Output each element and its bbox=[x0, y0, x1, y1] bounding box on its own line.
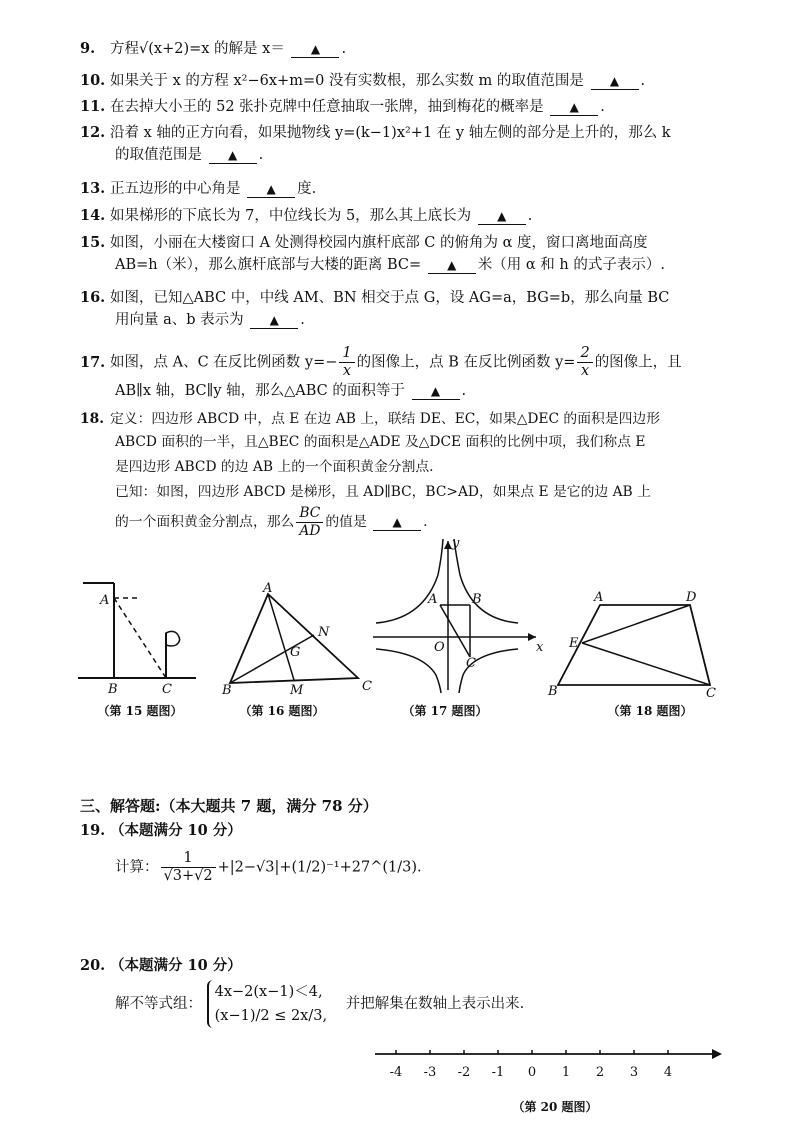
question-number: 9. bbox=[80, 40, 96, 57]
question-text-line1: 如图，已知△ABC 中，中线 AM、BN 相交于点 G，设 AG=a，BG=b，那么向量 BC bbox=[110, 290, 670, 306]
label-A: A bbox=[428, 592, 438, 607]
label-C: C bbox=[162, 682, 172, 697]
question-title: （本题满分 10 分） bbox=[110, 957, 242, 974]
inequality-system bbox=[207, 980, 327, 1028]
question-18: 18. 定义：四边形 ABCD 中，点 E 在边 AB 上，联结 DE、EC，如果△DEC 的面积是四边形 ABCD 面积的一半，且△BEC 的面积是△ADE 及△DCE 面积的比例中项，我们称点 E 是四边形 ABCD 的边 AB 上的一个面积黄金分割点. 已知：如图，四边形 ABCD 是梯形，且 AD∥BC，BC>AD，如果点 E 是它的边 AB 上 的一个面积黄金分割点，那么 $\frac{BC}{AD}$ 的值是 ▲ . bbox=[80, 408, 734, 540]
question-tail: 并把解集在数轴上表示出来. bbox=[345, 996, 525, 1012]
tick-label: -1 bbox=[491, 1065, 505, 1080]
definition-line3: 是四边形 ABCD 的边 AB 上的一个面积黄金分割点. bbox=[115, 459, 434, 475]
question-11: 11. 在去掉大小王的 52 张扑克牌中任意抽取一张牌，抽到梅花的概率是 ▲ . bbox=[80, 96, 734, 118]
label-B: B bbox=[472, 592, 482, 607]
question-tail: 米（用 α 和 h 的式子表示）. bbox=[477, 257, 665, 273]
label-C: C bbox=[466, 656, 476, 671]
answer-blank: ▲ bbox=[591, 73, 639, 90]
answer-blank: ▲ bbox=[247, 181, 295, 198]
denominator: √3+√2 bbox=[163, 868, 213, 884]
label-E: E bbox=[569, 636, 579, 651]
question-text-line1: 如图，小丽在大楼窗口 A 处测得校园内旗杆底部 C 的俯角为 α 度，窗口离地面高度 bbox=[110, 235, 648, 251]
question-number: 10. bbox=[80, 72, 106, 89]
label-B: B bbox=[108, 682, 118, 697]
label-A: A bbox=[100, 593, 110, 608]
tick-label: -4 bbox=[389, 1065, 403, 1080]
denominator: x bbox=[580, 363, 590, 379]
definition-line2: ABCD 面积的一半，且△BEC 的面积是△ADE 及△DCE 面积的比例中项，我们称点 E bbox=[115, 434, 646, 450]
numerator: BC bbox=[296, 505, 323, 523]
denominator: x bbox=[342, 363, 352, 379]
figure-15 bbox=[78, 575, 198, 700]
question-text: 方程√(x+2)=x 的解是 x＝ bbox=[110, 41, 285, 57]
question-12: 12. 沿着 x 轴的正方向看，如果抛物线 y=(k−1)x²+1 在 y 轴左侧的部分是上升的，那么 k 的取值范围是 ▲ . bbox=[80, 124, 671, 163]
caption-fig15: （第 15 题图） bbox=[97, 704, 183, 718]
answer-blank: ▲ bbox=[250, 312, 298, 329]
answer-blank: ▲ bbox=[291, 41, 339, 58]
fraction bbox=[161, 850, 216, 885]
question-number: 18. bbox=[80, 411, 105, 427]
question-number: 11. bbox=[80, 98, 106, 115]
numerator: 2 bbox=[577, 345, 592, 363]
question-17: 17. 如图，点 A、C 在反比例函数 y=− $\frac{1}{x}$ 的图像上，点 B 在反比例函数 y= $\frac{2}{x}$ 的图像上，且 AB∥x 轴，BC∥y 轴，那么△ABC 的面积等于 ▲ . bbox=[80, 345, 682, 399]
tick-label: -2 bbox=[457, 1065, 471, 1080]
question-16: 16. 如图，已知△ABC 中，中线 AM、BN 相交于点 G，设 AG=a，BG=b，那么向量 BC 用向量 a、b 表示为 ▲ . bbox=[80, 289, 670, 328]
question-20-title bbox=[80, 955, 734, 977]
caption-fig16: （第 16 题图） bbox=[239, 704, 325, 718]
fraction bbox=[296, 505, 323, 540]
label-C: C bbox=[706, 686, 716, 700]
fraction bbox=[577, 345, 592, 380]
tick-label: 4 bbox=[663, 1065, 673, 1080]
figure-18 bbox=[542, 585, 722, 700]
question-lead: 解不等式组： bbox=[115, 996, 202, 1012]
question-text: 如图，点 A、C 在反比例函数 y=− bbox=[110, 354, 338, 371]
question-10: 10. 如果关于 x 的方程 x²−6x+m=0 没有实数根，那么实数 m 的取值范围是 ▲ . bbox=[80, 70, 734, 92]
denominator: AD bbox=[299, 523, 321, 539]
question-text: 如果关于 x 的方程 x²−6x+m=0 没有实数根，那么实数 m 的取值范围是 bbox=[110, 73, 584, 89]
given-line5: 的一个面积黄金分割点，那么 bbox=[115, 514, 295, 530]
label-C: C bbox=[362, 679, 372, 694]
question-text-line2: AB∥x 轴，BC∥y 轴，那么△ABC 的面积等于 bbox=[115, 383, 405, 399]
caption-fig18: （第 18 题图） bbox=[607, 704, 693, 718]
question-19-body bbox=[115, 850, 734, 885]
numerator: 1 bbox=[339, 345, 354, 363]
label-B: B bbox=[222, 683, 232, 698]
figure-17 bbox=[368, 535, 548, 695]
label-y: y bbox=[452, 536, 460, 551]
question-text-line1: 沿着 x 轴的正方向看，如果抛物线 y=(k−1)x²+1 在 y 轴左侧的部分是上升的，那么 k bbox=[110, 125, 671, 141]
label-G: G bbox=[290, 645, 301, 660]
question-number: 14. bbox=[80, 207, 106, 224]
tick-label: 1 bbox=[561, 1065, 571, 1080]
question-number: 12. bbox=[80, 124, 106, 141]
label-N: N bbox=[318, 625, 330, 640]
given-line5-tail: 的值是 bbox=[325, 514, 367, 530]
question-text: 的图像上，点 B 在反比例函数 y= bbox=[356, 354, 576, 371]
answer-blank: ▲ bbox=[412, 383, 460, 400]
question-20-body bbox=[115, 980, 734, 1028]
numerator: 1 bbox=[161, 850, 216, 868]
answer-blank: ▲ bbox=[478, 208, 526, 225]
label-M: M bbox=[290, 683, 304, 698]
answer-blank: ▲ bbox=[373, 514, 421, 531]
question-19-title bbox=[80, 820, 734, 842]
question-text: 的图像上，且 bbox=[594, 354, 682, 371]
question-number: 13. bbox=[80, 180, 106, 197]
question-text-line2: 用向量 a、b 表示为 bbox=[115, 312, 244, 328]
question-15 bbox=[80, 232, 734, 276]
inequality-2: (x−1)/2 ≤ 2x/3, bbox=[214, 1008, 328, 1024]
question-title: （本题满分 10 分） bbox=[110, 822, 242, 839]
answer-blank: ▲ bbox=[428, 257, 476, 274]
answer-blank: ▲ bbox=[550, 99, 598, 116]
figure-16 bbox=[218, 580, 378, 700]
question-text-line2: 的取值范围是 bbox=[115, 147, 202, 163]
question-number: 17. bbox=[80, 353, 106, 371]
question-13 bbox=[80, 178, 734, 200]
question-text: 正五边形的中心角是 bbox=[110, 181, 241, 197]
answer-blank: ▲ bbox=[209, 147, 257, 164]
tick-label: 0 bbox=[527, 1065, 537, 1080]
expression: +|2−√3|+(1/2)⁻¹+27^(1/3). bbox=[217, 859, 422, 876]
number-line bbox=[370, 1040, 730, 1085]
question-14: 14. 如果梯形的下底长为 7，中位线长为 5，那么其上底长为 ▲ . bbox=[80, 205, 734, 227]
tick-label: 3 bbox=[629, 1065, 639, 1080]
question-text: 如果梯形的下底长为 7，中位线长为 5，那么其上底长为 bbox=[110, 208, 472, 224]
question-tail: 度. bbox=[297, 181, 317, 197]
section-heading: 三、解答题:（本大题共 7 题，满分 78 分） bbox=[80, 797, 378, 815]
question-text: 在去掉大小王的 52 张扑克牌中任意抽取一张牌，抽到梅花的概率是 bbox=[110, 99, 544, 115]
inequality-1: 4x−2(x−1)＜4, bbox=[214, 984, 323, 1000]
fraction bbox=[339, 345, 354, 380]
label-O: O bbox=[434, 640, 445, 655]
question-9: 9. 方程√(x+2)=x 的解是 x＝ ▲ . bbox=[80, 38, 734, 60]
question-number: 20. bbox=[80, 957, 106, 974]
tick-label: 2 bbox=[595, 1065, 605, 1080]
tick-label: -3 bbox=[423, 1065, 437, 1080]
question-number: 19. bbox=[80, 822, 106, 839]
label-A: A bbox=[263, 581, 273, 596]
given-line4: 已知：如图，四边形 ABCD 是梯形，且 AD∥BC，BC>AD，如果点 E 是它的边 AB 上 bbox=[115, 484, 651, 500]
label-D: D bbox=[686, 590, 697, 605]
question-lead: 计算： bbox=[115, 859, 159, 876]
caption-fig20: （第 20 题图） bbox=[512, 1100, 598, 1114]
label-x: x bbox=[536, 640, 544, 655]
label-B: B bbox=[548, 684, 558, 699]
label-A: A bbox=[594, 590, 604, 605]
question-number: 15. bbox=[80, 234, 106, 251]
definition-line1: 定义：四边形 ABCD 中，点 E 在边 AB 上，联结 DE、EC，如果△DEC 的面积是四边形 bbox=[110, 411, 661, 427]
question-number: 16. bbox=[80, 289, 106, 306]
caption-fig17: （第 17 题图） bbox=[402, 704, 488, 718]
question-text-line2: AB=h（米），那么旗杆底部与大楼的距离 BC= bbox=[115, 257, 422, 273]
